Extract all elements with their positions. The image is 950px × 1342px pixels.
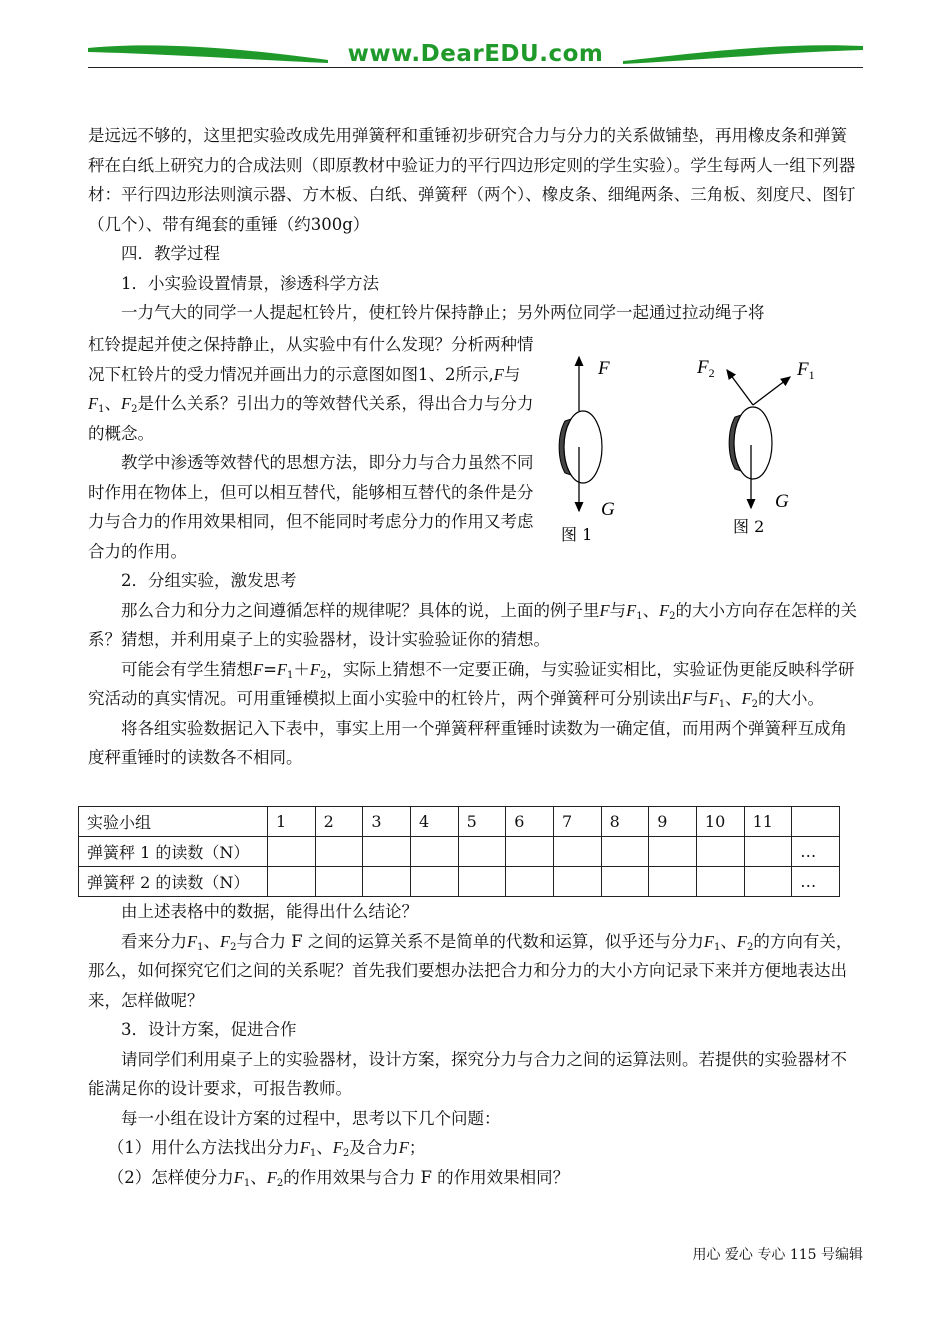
paragraph: 那么合力和分力之间遵循怎样的规律呢？具体的说，上面的例子里F与$F_1$、$F_2$的大小方向存在怎样的关系？猜想，并利用桌子上的实验器材，设计实验验证你的猜想。 <box>88 600 858 649</box>
table-cell: 11 <box>744 807 792 837</box>
figure-1-caption: 图 1 <box>561 525 593 544</box>
table-cell <box>744 867 792 897</box>
table-cell <box>268 867 316 897</box>
table-cell <box>601 867 649 897</box>
label-F2: $F_2$ <box>697 357 715 380</box>
paragraph: 是远远不够的，这里把实验改成先用弹簧秤和重锤初步研究合力与分力的关系做铺垫，再用橡皮条和弹簧秤在白纸上研究力的合成法则（即原教材中验证力的平行四边形定则的学生实验）。学生每两人一组下列器材：平行四边形法则演示器、方木板、白纸、弹簧秤（两个）、橡皮条、细绳两条、三角板、刻度尺、图钉（几个）、带有绳套的重锤（约300g） <box>88 126 856 234</box>
table-cell: 5 <box>458 807 506 837</box>
table-cell <box>315 837 363 867</box>
table-cell <box>363 867 411 897</box>
paragraph: 由上述表格中的数据，能得出什么结论？ <box>121 902 418 921</box>
table-cell <box>792 807 840 837</box>
subsection-heading-3: 3．设计方案，促进合作 <box>121 1020 297 1039</box>
table-cell: 实验小组 <box>79 807 268 837</box>
table-cell: 8 <box>601 807 649 837</box>
data-table <box>78 806 840 897</box>
table-cell: 7 <box>553 807 601 837</box>
page-header <box>88 36 863 76</box>
paragraph: 教学中渗透等效替代的思想方法，即分力与合力虽然不同时作用在物体上，但可以相互替代，能够相互替代的条件是分力与合力的作用效果相同，但不能同时考虑分力的作用又考虑合力的作用。 <box>88 453 534 561</box>
table-cell <box>553 837 601 867</box>
table-row <box>79 837 840 867</box>
section-heading: 四．教学过程 <box>121 244 220 263</box>
table-cell: 10 <box>696 807 744 837</box>
figure-2-caption: 图 2 <box>733 517 765 536</box>
section-2-text <box>88 566 863 773</box>
force-arrow-F2 <box>727 370 753 405</box>
table-cell <box>410 867 458 897</box>
force-arrow-F1 <box>753 377 790 405</box>
table-header-row <box>79 807 840 837</box>
paragraph: 可能会有学生猜想$F=F_1+F_2$，实际上猜想不一定要正确，与实验证实相比，实验证伪更能反映科学研究活动的真实情况。可用重锤模拟上面小实验中的杠铃片，两个弹簧秤可分别读出F与$F_1$、$F_2$的大小。 <box>88 659 855 710</box>
table-cell <box>553 867 601 897</box>
question-2: （2）怎样使分力$F_1$、$F_2$的作用效果与合力 F 的作用效果相同？ <box>107 1167 570 1189</box>
header-rule <box>88 67 863 68</box>
after-table-text <box>88 897 863 1192</box>
label-G: G <box>601 499 615 520</box>
table-cell <box>649 837 697 867</box>
table-cell <box>506 867 554 897</box>
force-diagram-figure <box>545 345 875 555</box>
table-cell: 弹簧秤 1 的读数（N） <box>79 837 268 867</box>
table-cell: 6 <box>506 807 554 837</box>
table-row <box>79 867 840 897</box>
paragraph: 看来分力$F_1$、$F_2$与合力 F 之间的运算关系不是简单的代数和运算，似乎还与分力$F_1$、$F_2$的方向有关，那么，如何探究它们之间的关系呢？首先我们要想办法把合力和分力的大小方向记录下来并方便地表达出来，怎样做呢？ <box>88 931 853 1010</box>
table-cell <box>506 837 554 867</box>
table-cell <box>363 837 411 867</box>
table-cell <box>268 837 316 867</box>
table-cell: 弹簧秤 2 的读数（N） <box>79 867 268 897</box>
table-cell <box>410 837 458 867</box>
question-1: （1）用什么方法找出分力$F_1$、$F_2$及合力F； <box>107 1138 426 1159</box>
subsection-heading-1: 1．小实验设置情景，渗透科学方法 <box>121 273 379 293</box>
paragraph: 一力气大的同学一人提起杠铃片，使杠铃片保持静止；另外两位同学一起通过拉动绳子将 <box>121 303 765 322</box>
table-cell: 9 <box>649 807 697 837</box>
label-F: F <box>598 358 610 379</box>
table-cell: 2 <box>315 807 363 837</box>
site-logo-text: www.DearEDU.com <box>347 41 604 67</box>
left-column-text <box>88 330 535 566</box>
table-cell: … <box>792 837 840 867</box>
subsection-heading-2: 2．分组实验，激发思考 <box>121 571 297 590</box>
page-footer: 用心 爱心 专心 115 号编辑 <box>692 1247 863 1263</box>
table-cell <box>744 837 792 867</box>
table-cell: … <box>792 867 840 897</box>
label-F1: $F_1$ <box>797 359 815 382</box>
label-G2: G <box>775 491 789 512</box>
table-cell <box>649 867 697 897</box>
paragraph: 杠铃提起并使之保持静止，从实验中有什么发现？分析两种情况下杠铃片的受力情况并画出力的示意图如图1、2所示,F与$F_1$、$F_2$是什么关系？引出力的等效替代关系，得出合力与分力的概念。 <box>88 335 534 443</box>
intro-paragraph <box>88 121 863 328</box>
table-cell <box>696 837 744 867</box>
table-cell <box>315 867 363 897</box>
table-cell <box>696 867 744 897</box>
table-cell <box>458 867 506 897</box>
table-cell: 3 <box>363 807 411 837</box>
figure-2-diagram <box>696 357 815 536</box>
table-cell: 1 <box>268 807 316 837</box>
paragraph: 请同学们利用桌子上的实验器材，设计方案，探究分力与合力之间的运算法则。若提供的实验器材不能满足你的设计要求，可报告教师。 <box>88 1049 847 1098</box>
table-cell: 4 <box>410 807 458 837</box>
table-cell <box>458 837 506 867</box>
paragraph: 每一小组在设计方案的过程中，思考以下几个问题： <box>121 1108 501 1128</box>
table-cell <box>601 837 649 867</box>
figure-1-diagram <box>559 357 615 544</box>
paragraph: 将各组实验数据记入下表中，事实上用一个弹簧秤秤重锤时读数为一确定值，而用两个弹簧秤互成角度秤重锤时的读数各不相同。 <box>88 718 847 767</box>
